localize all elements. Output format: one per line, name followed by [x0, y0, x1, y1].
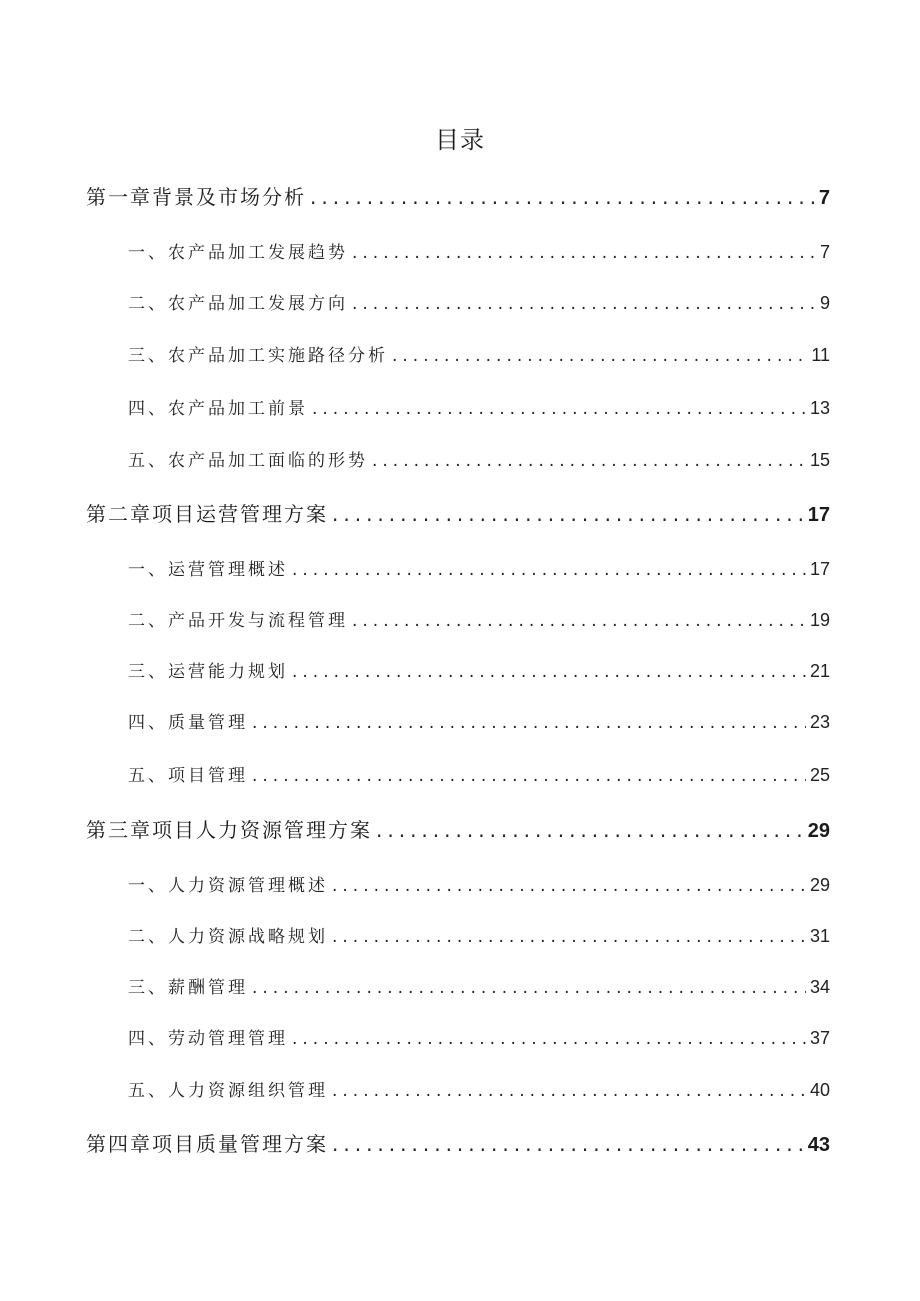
- dot-leader: [352, 290, 816, 318]
- toc-title: 目录: [435, 126, 485, 154]
- dot-leader: [292, 1025, 806, 1053]
- toc-entry-section[interactable]: [128, 289, 830, 317]
- toc-entry-label: 二、产品开发与流程管理: [128, 611, 348, 631]
- dot-leader: [352, 607, 806, 635]
- toc-entry-section[interactable]: [128, 446, 830, 474]
- toc-entry-section[interactable]: [128, 555, 830, 583]
- toc-entry-page: 43: [807, 1134, 830, 1156]
- toc-entry-label: 第三章项目人力资源管理方案: [86, 818, 372, 842]
- toc-entry-label: 二、人力资源战略规划: [128, 927, 328, 947]
- toc-entry-section[interactable]: [128, 761, 830, 789]
- dot-leader: [332, 923, 806, 951]
- dot-leader: [292, 556, 806, 584]
- toc-entry-page: 21: [809, 661, 830, 681]
- toc-entry-label: 三、运营能力规划: [128, 662, 288, 682]
- toc-entry-section[interactable]: [128, 708, 830, 736]
- dot-leader: [332, 1077, 806, 1105]
- toc-entry-section[interactable]: [128, 1024, 830, 1052]
- toc-entry-section[interactable]: [128, 1076, 830, 1104]
- toc-entry-section[interactable]: [128, 238, 830, 266]
- toc-entry-page: 19: [809, 610, 830, 630]
- dot-leader: [332, 500, 804, 528]
- toc-entry-label: 三、农产品加工实施路径分析: [128, 346, 388, 366]
- toc-entry-label: 二、农产品加工发展方向: [128, 294, 348, 314]
- toc-entry-label: 一、人力资源管理概述: [128, 876, 328, 896]
- dot-leader: [292, 658, 806, 686]
- toc-entry-page: 11: [811, 345, 830, 365]
- toc-entry-page: 17: [807, 504, 830, 526]
- dot-leader: [252, 974, 806, 1002]
- toc-entry-label: 四、农产品加工前景: [128, 399, 308, 419]
- dot-leader: [332, 1130, 804, 1158]
- toc-entry-chapter-4[interactable]: [86, 1130, 830, 1158]
- toc-entry-label: 一、运营管理概述: [128, 560, 288, 580]
- toc-entry-label: 第四章项目质量管理方案: [86, 1132, 328, 1156]
- toc-entry-label: 第二章项目运营管理方案: [86, 502, 328, 526]
- toc-entry-page: 7: [819, 242, 830, 262]
- dot-leader: [392, 342, 807, 370]
- dot-leader: [312, 395, 806, 423]
- toc-entry-chapter-3[interactable]: [86, 816, 830, 844]
- toc-entry-label: 四、劳动管理管理: [128, 1029, 288, 1049]
- dot-leader: [310, 183, 815, 211]
- toc-entry-page: 37: [809, 1028, 830, 1048]
- toc-entry-page: 40: [809, 1080, 830, 1100]
- dot-leader: [252, 709, 806, 737]
- toc-entry-page: 25: [809, 765, 830, 785]
- dot-leader: [332, 872, 806, 900]
- toc-entry-section[interactable]: [128, 871, 830, 899]
- toc-entry-page: 23: [809, 712, 830, 732]
- toc-entry-page: 17: [809, 559, 830, 579]
- toc-entry-page: 15: [809, 450, 830, 470]
- toc-entry-label: 五、人力资源组织管理: [128, 1081, 328, 1101]
- toc-entry-page: 29: [807, 820, 830, 842]
- toc-entry-page: 31: [809, 926, 830, 946]
- toc-entry-label: 五、项目管理: [128, 766, 248, 786]
- dot-leader: [372, 447, 806, 475]
- toc-entry-chapter-2[interactable]: [86, 500, 830, 528]
- toc-entry-page: 9: [819, 293, 830, 313]
- toc-entry-label: 第一章背景及市场分析: [86, 185, 306, 209]
- toc-entry-section[interactable]: [128, 973, 830, 1001]
- toc-entry-page: 29: [809, 875, 830, 895]
- toc-entry-page: 7: [818, 187, 830, 209]
- toc-entry-label: 三、薪酬管理: [128, 978, 248, 998]
- toc-entry-section[interactable]: [128, 922, 830, 950]
- toc-entry-section[interactable]: [128, 341, 830, 369]
- toc-entry-chapter-1[interactable]: [86, 183, 830, 211]
- toc-entry-label: 五、农产品加工面临的形势: [128, 451, 368, 471]
- toc-entry-section[interactable]: [128, 657, 830, 685]
- dot-leader: [252, 762, 806, 790]
- toc-entry-section[interactable]: [128, 394, 830, 422]
- dot-leader: [352, 239, 816, 267]
- toc-entry-label: 四、质量管理: [128, 713, 248, 733]
- toc-entry-section[interactable]: [128, 606, 830, 634]
- dot-leader: [376, 816, 804, 844]
- toc-entry-page: 34: [809, 977, 830, 997]
- toc-entry-page: 13: [809, 398, 830, 418]
- toc-entry-label: 一、农产品加工发展趋势: [128, 243, 348, 263]
